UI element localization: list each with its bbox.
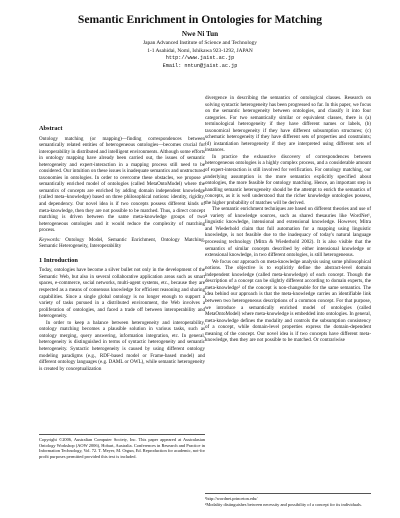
keywords xyxy=(39,237,205,250)
body-paragraph: In practice the exhaustive discovery of correspondences between heterogeneous ontologies is a highly complex process, and a considerable amount of expert-interaction is still involved for verification. For ontology matching, our underlying assumption is the more semantics explicitly specified about ontologies, the more feasible for ontology matching. Hence, an important step in handling semantic heterogeneity should be the attempt to enrich the semantics of concepts, as it is well understood that the richer knowledge ontologies possess, the higher probability of matches will be derived. xyxy=(205,153,371,206)
affiliation-url[interactable]: http://www.jaist.ac.jp xyxy=(165,55,235,61)
right-column xyxy=(205,95,371,344)
keywords-label: Keywords: xyxy=(39,236,61,243)
affiliation-line: Japan Advanced Institute of Science and Technology xyxy=(143,40,257,46)
footnote-wordnet[interactable]: ¹http://wordnet.princeton.edu/ xyxy=(205,496,258,501)
body-paragraph: divergence in describing the semantics of ontological classes. Research on solving syntactic heterogeneity has been progressed so far. In this paper, we focus on the semantic heterogeneity between ontologies, and classify it into four categories. For two semantically similar or equivalent classes, there is (a) terminological heterogeneity if they have different names or labels, (b) taxonomical heterogeneity if they have different subsumption structures; (c) schematic heterogeneity if they have different sets of properties and constraints; (d) instantiation heterogeneity if they are interpreted using different sets of instances. xyxy=(205,95,371,154)
intro-paragraph: Today, ontologies have become a silver bullet not only in the development of the Semantic Web, but also in several collaborative application areas such as smart spaces, e-commerce, social networks, multi-agent systems, etc., because they are respected as a means of consensus knowledge for efficient reasoning and sharing capabilities. Since a single global ontology is no longer enough to support a variety of tasks pursued in a distributed environment, the Web involves a proliferation of ontologies, and faced a trade off between interoperability and heterogeneity. xyxy=(39,267,205,320)
affiliation-email-text[interactable]: Email: nntun@jaist.ac.jp xyxy=(162,62,238,69)
author-affiliation xyxy=(0,40,400,70)
footnote-modality: ²Modality distinguishes between necessity and possibility of a concept for its individuals. xyxy=(205,501,362,507)
abstract-text: Ontology matching (or mapping)—finding correspondences between semantically related entities of heterogeneous ontologies—becomes crucial for interoperability in distributed and intelligent environments. Although some efforts in ontology mapping have already been carried out, the issues of semantic heterogeneity and expert-interaction in a mapping process still need to be considered. Our intuition on these issues is inadequate semantics and unstructured taxonomies in ontologies. In order to overcome these obstacles, we propose a semantically enriched model of ontologies (called MetaOntoModel) where the semantics of concepts are enriched by adding domain independent knowledge (called meta–knowledge) based on three philosophical notions: identity, rigidity, and dependency. Our novel idea is if two concepts possess different kinds of meta-knowledge, then they are not possible to be matched. Thus, a direct concept matching is driven between the same meta-knowledge groups of two heterogeneous ontologies and it would reduce the complexity of matching process. xyxy=(39,135,205,234)
paper-title: Semantic Enrichment in Ontologies for Matching xyxy=(77,13,323,26)
intro-paragraph: In order to keep a balance between heterogeneity and interoperability, ontology matching becomes a plausible solution in various tasks, such as ontology merging, query answering, information integration, etc. In general, heterogeneity is distinguished in terms of syntactic heterogeneity and semantic heterogeneity. Syntactic heterogeneity is caused by using different ontology modeling paradigms (e.g., RDF-based model or Frame-based model) and different ontology languages (e.g. DAML or OWL), while semantic heterogeneity is created by conceptualization xyxy=(39,319,205,372)
abstract-heading: Abstract xyxy=(39,125,63,132)
body-paragraph: We focus our approach on meta-knowledge analysis using some philosophical notions. The objective is to explicitly define the abstract-level domain independent knowledge (called meta-knowledge) of each concept. Though the description of a concept can be slightly different according to domain experts, the meta-knowledge² of the concept is non-changeable for the same semantics. The idea behind our approach is that the meta-knowledge carries an identifiable link between two heterogeneous descriptions of a common concept. For that purpose, we introduce a semantically enriched model of ontologies (called MetaOntoModel) where meta-knowledge is embedded into ontologies. In general, meta-knowledge defines the modality and controls the subsumption consistency of a concept, while domain-level properties express the domain-dependent meaning of the concept. Our novel idea is if two concepts have different meta-knowledge, then they are not possible to be matched. Or contrariwise xyxy=(205,258,371,344)
affiliation-email xyxy=(0,63,400,71)
footnotes xyxy=(205,493,371,507)
body-paragraph: The semantic enrichment techniques are based on different theories and use of a variety of knowledge sources, such as shared thesauries like WordNet¹, linguistic knowledge, intensional and extensional knowledge. However, Mitra and Wiederhold claim that full automation for a mapping using linguistic knowledge, is not feasible due to the inadequacy of today's natural language processing technology (Mitra & Wiederhold 2002). It is also visible that the semantics of similar concepts described by either intensional knowledge or extensional knowledge, in two different ontologies, is still heterogeneous. xyxy=(205,206,371,259)
introduction-heading: 1 Introduction xyxy=(39,256,78,264)
affiliation-line: 1-1 Asahidai, Nomi, Ishikawa 923-1292, JAPAN xyxy=(147,47,253,54)
author-name: Nwe Ni Tun xyxy=(181,30,219,38)
keywords-text: Ontology Model, Semantic Enrichment, Ontology Matching, Semantic Heterogeneity, Interoperability xyxy=(39,236,205,250)
copyright-footnote: Copyright ©2006, Australian Computer Society, Inc. This paper appeared at Australasian Ontology Workshop (AOW 2006), Hobart, Australia. Conferences in Research and Practice in Information Technology, Vol. 72. T. Meyer, M. Orgun, Ed. Reproduction for academic, not-for profit purposes permitted provided this text is included. xyxy=(39,434,205,459)
left-column xyxy=(39,95,205,372)
